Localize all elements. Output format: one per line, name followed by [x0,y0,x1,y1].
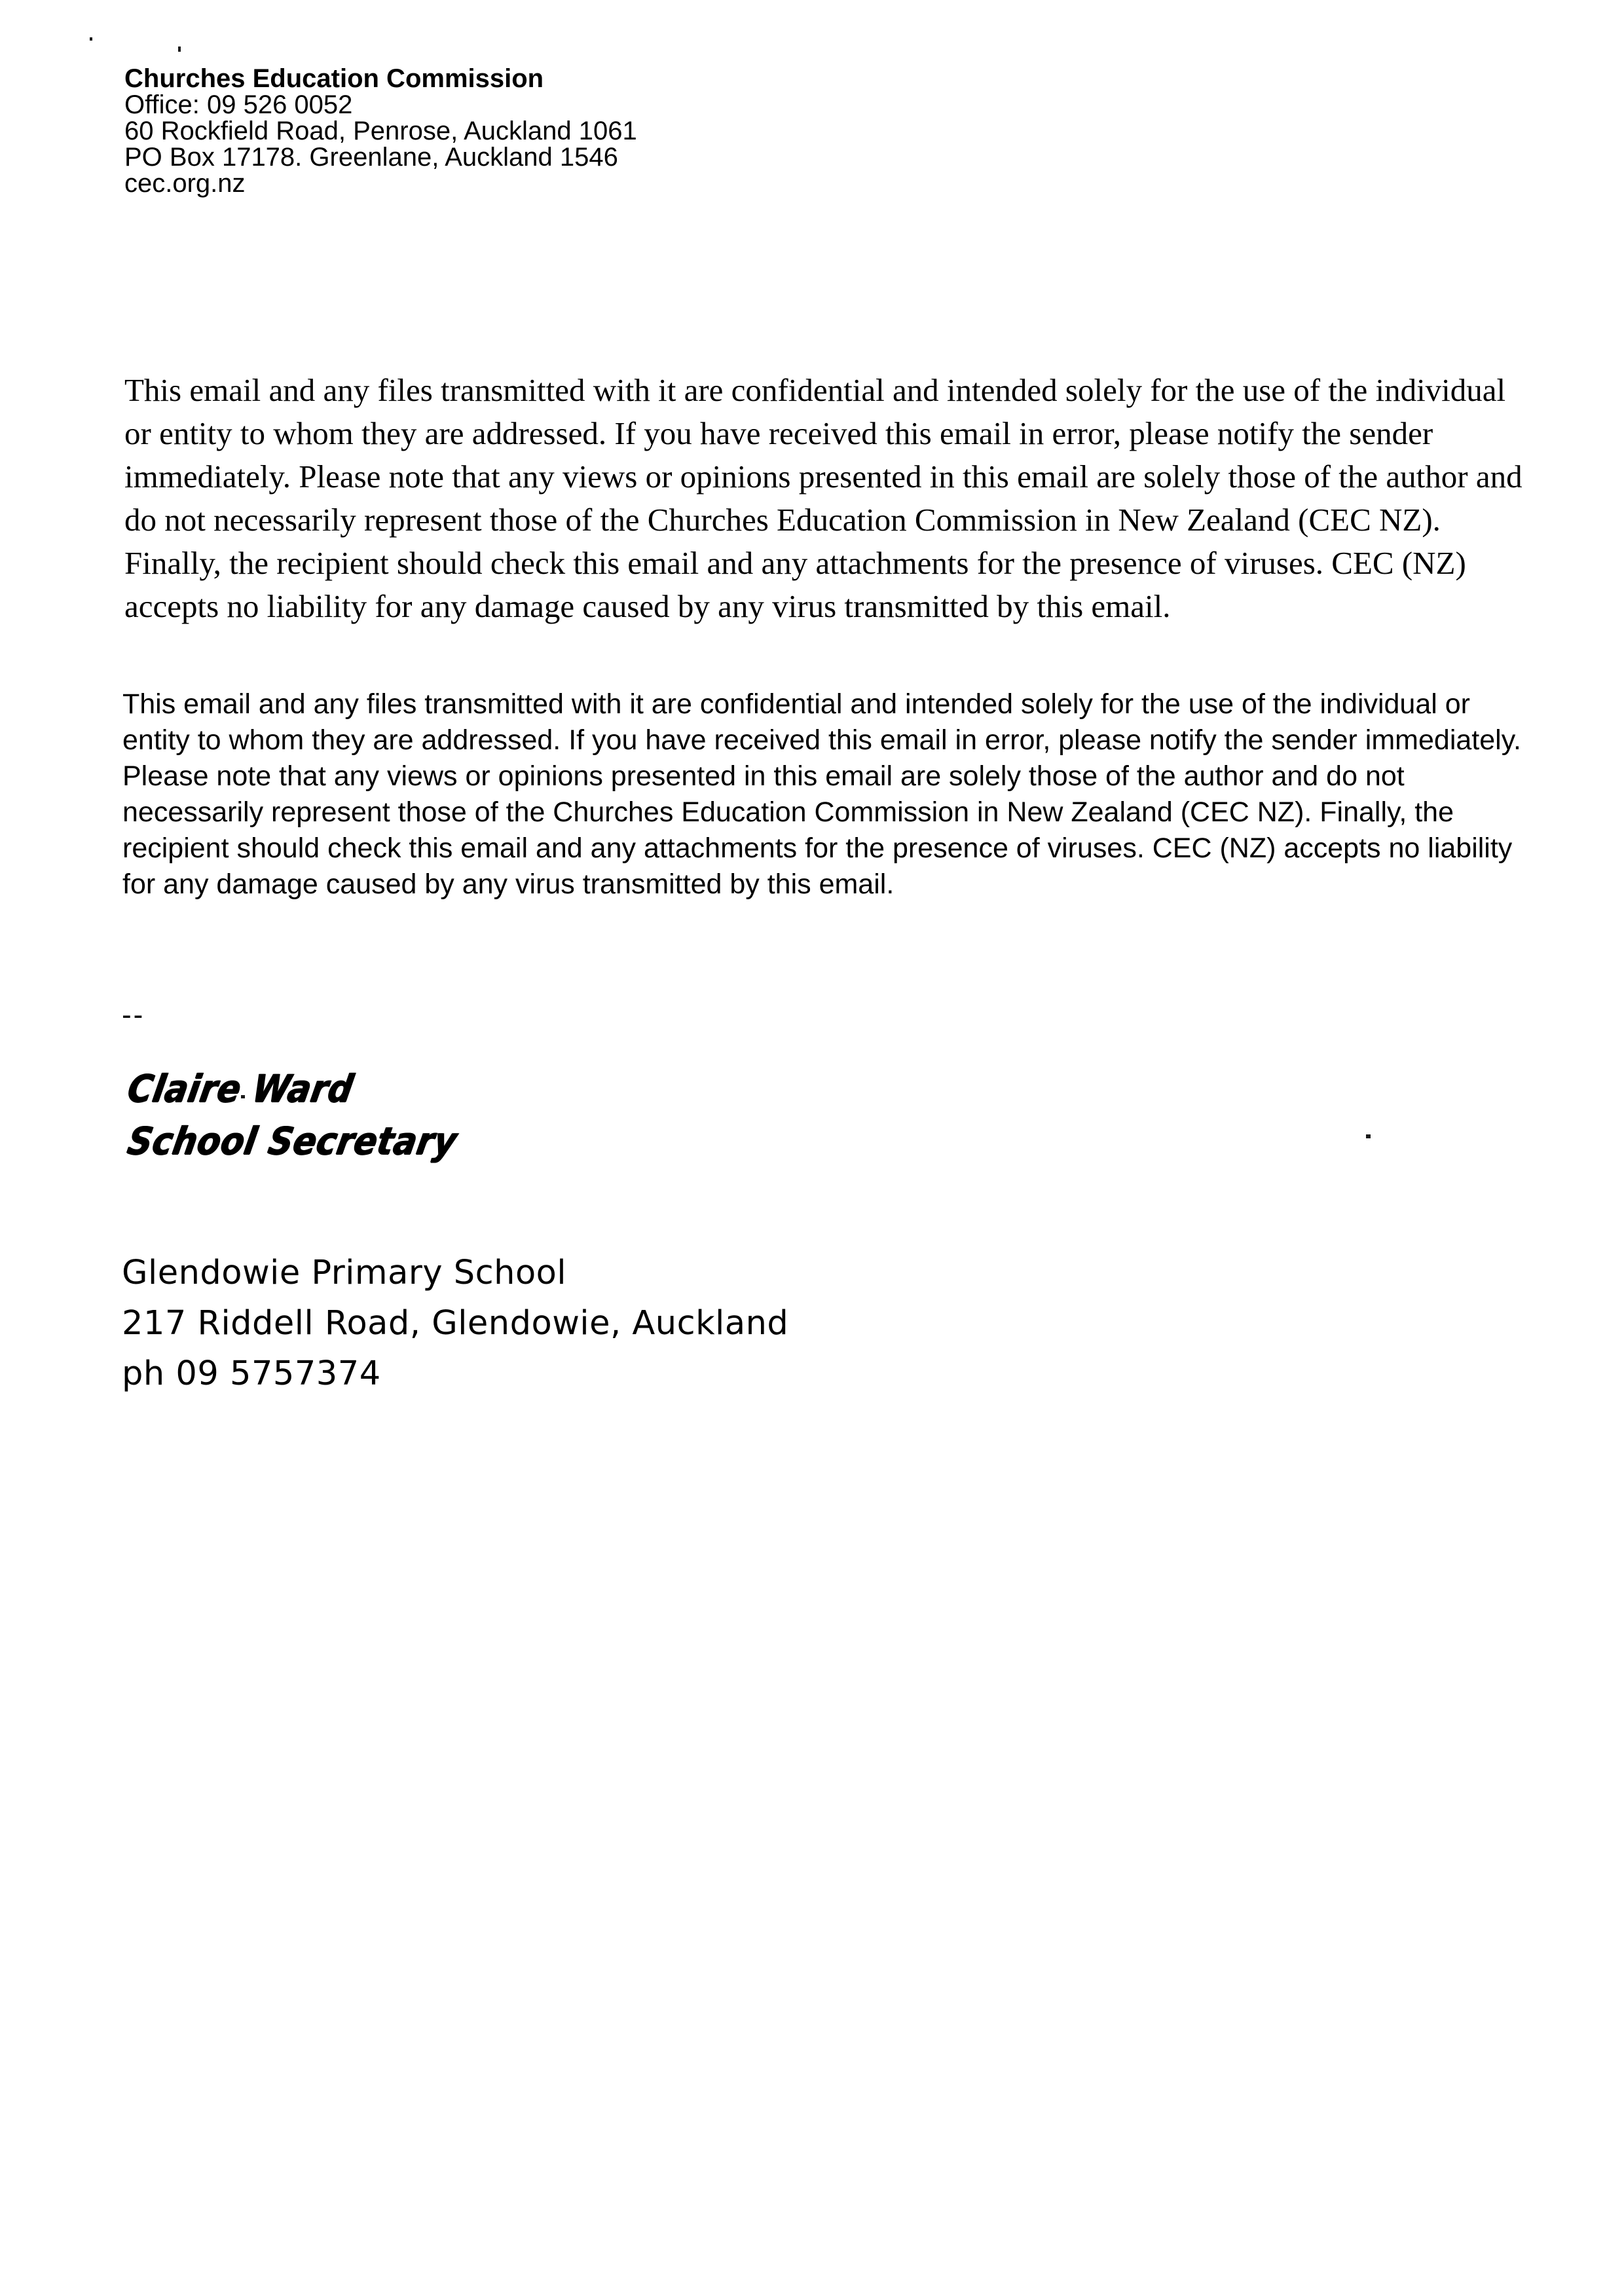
org-contact-block [124,65,637,196]
scan-speck [90,37,92,41]
org-po-box: PO Box 17178. Greenlane, Auckland 1546 [124,143,618,172]
email-disclaimer-sans: This email and any files transmitted with it are confidential and intended solely for the use of the individual or entity to whom they are addressed. If you have received this email in error, please notify the sender immediately. Please note that any views or opinions presented in this email are solely those of the author and do not necessarily represent those of the Churches Education Commission in New Zealand (CEC NZ). Finally, the recipient should check this email and any attachments for the presence of viruses. CEC (NZ) accepts no liability for any damage caused by any virus transmitted by this email. [122,688,1521,900]
school-contact-block [122,1248,788,1399]
email-disclaimer-serif: This email and any files transmitted with it are confidential and intended solely for the use of the individual or entity to whom they are addressed. If you have received this email in error, please notify the sender immediately. Please note that any views or opinions presented in this email are solely those of the author and do not necessarily represent those of the Churches Education Commission in New Zealand (CEC NZ). Finally, the recipient should check this email and any attachments for the presence of viruses. CEC (NZ) accepts no liability for any damage caused by any virus transmitted by this email. [124,372,1522,624]
org-name: Churches Education Commission [124,64,544,93]
org-street-address: 60 Rockfield Road, Penrose, Auckland 1061 [124,117,637,145]
school-name: Glendowie Primary School [122,1254,567,1292]
scan-speck [1366,1134,1371,1138]
school-phone: ph 09 5757374 [122,1354,381,1393]
org-office-phone: Office: 09 526 0052 [124,90,353,119]
school-address: 217 Riddell Road, Glendowie, Auckland [122,1304,789,1343]
signature-name: Claire Ward [124,1066,357,1111]
signature-separator: -- [122,999,145,1031]
scan-speck [178,47,181,52]
signature-title: School Secretary [124,1119,460,1163]
org-website: cec.org.nz [124,169,246,198]
